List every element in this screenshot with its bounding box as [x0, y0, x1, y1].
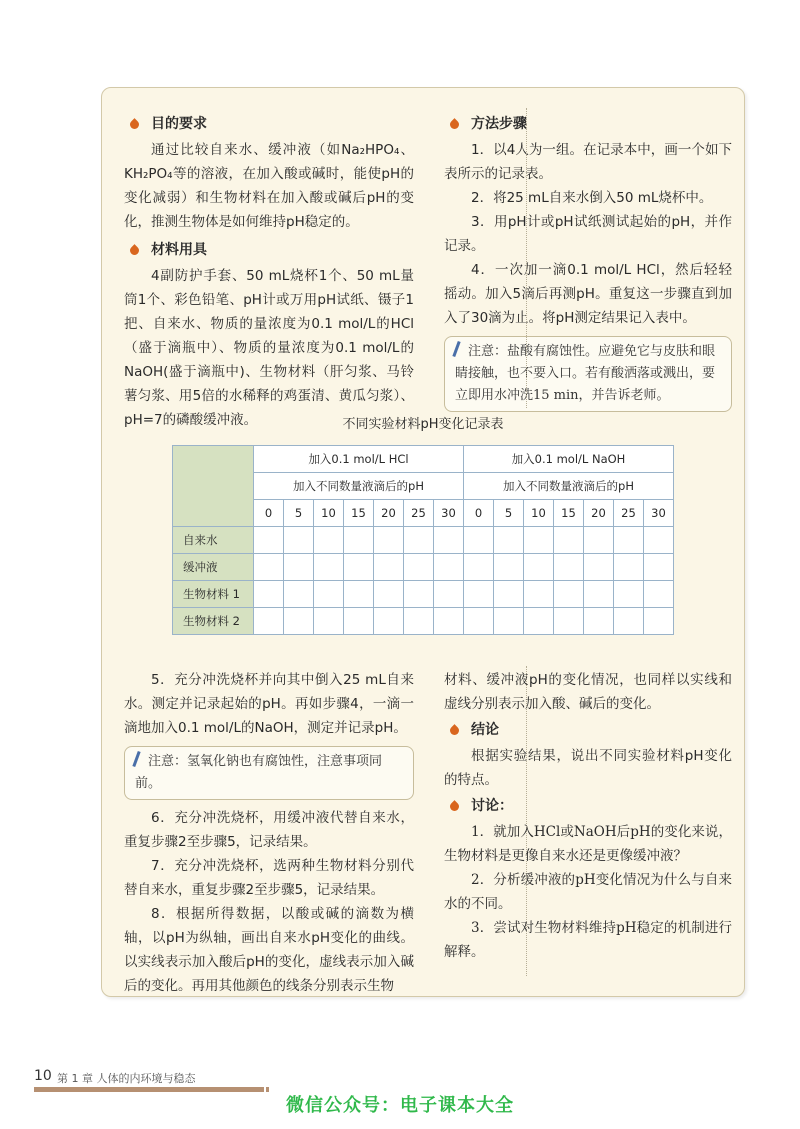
row-label: 自来水 — [173, 527, 254, 554]
pencil-icon — [132, 751, 140, 767]
table-row — [173, 554, 674, 581]
step-7: 7．充分冲洗烧杯，选两种生物材料分别代替自来水，重复步骤2至步骤5，记录结果。 — [124, 858, 414, 898]
table-corner — [173, 446, 254, 527]
goal-section-heading — [128, 112, 414, 136]
drop-icon — [128, 244, 141, 257]
goal-heading: 目的要求 — [151, 116, 207, 132]
drop-count: 10 — [314, 500, 344, 527]
chapter-title: 第 1 章 人体的内环境与稳态 — [57, 1072, 196, 1085]
table-row — [173, 608, 674, 635]
drop-icon — [448, 118, 461, 131]
conclusion-text: 根据实验结果，说出不同实验材料pH变化的特点。 — [444, 748, 732, 788]
method-section-heading — [448, 112, 732, 136]
hcl-group-header: 加入0.1 mol/L HCl — [254, 446, 464, 473]
drop-count: 30 — [434, 500, 464, 527]
method-step-3: 3．用pH计或pH试纸测试起始的pH，并作记录。 — [444, 214, 732, 254]
step-8: 8．根据所得数据，以酸或碱的滴数为横轴，以pH为纵轴，画出自来水pH变化的曲线。以实线表示加入酸后pH的变化，虚线表示加入碱后的变化。再用其他颜色的线条分别表示生物 — [124, 906, 414, 994]
acid-warning-text: 注意：盐酸有腐蚀性。应避免它与皮肤和眼睛接触，也不要入口。若有酸洒落或溅出，要立即用水冲洗15 min，并告诉老师。 — [455, 344, 716, 403]
step-6: 6．充分冲洗烧杯，用缓冲液代替自来水，重复步骤2至步骤5，记录结果。 — [124, 810, 414, 850]
pencil-icon — [452, 341, 460, 357]
discussion-heading: 讨论： — [471, 798, 513, 814]
materials-heading: 材料用具 — [151, 242, 207, 258]
right-column — [444, 112, 732, 412]
drop-icon — [448, 724, 461, 737]
goal-text: 通过比较自来水、缓冲液（如Na₂HPO₄、KH₂PO₄等的溶液，在加入酸或碱时，能使pH的变化减弱）和生物材料在加入酸或碱后pH的变化，推测生物体是如何维持pH稳定的。 — [124, 142, 414, 230]
method-step-4: 4．一次加一滴0.1 mol/L HCl，然后轻轻摇动。加入5滴后再测pH。重复这一步骤直到加入了30滴为止。将pH测定结果记入表中。 — [444, 262, 732, 326]
method-heading: 方法步骤 — [471, 116, 527, 132]
drop-count: 25 — [404, 500, 434, 527]
row-label: 生物材料 1 — [173, 581, 254, 608]
drop-count: 10 — [524, 500, 554, 527]
table-title: 不同实验材料pH变化记录表 — [342, 417, 504, 432]
materials-section-heading — [128, 238, 414, 262]
drop-icon — [448, 800, 461, 813]
drop-count: 20 — [584, 500, 614, 527]
acid-warning-note — [444, 336, 732, 412]
drop-count: 5 — [284, 500, 314, 527]
conclusion-section-heading — [448, 718, 732, 742]
column-divider-top — [526, 108, 527, 408]
drop-count: 15 — [554, 500, 584, 527]
drop-count: 15 — [344, 500, 374, 527]
ph-record-table — [172, 445, 674, 635]
drop-icon — [128, 118, 141, 131]
naoh-warning-text: 注意：氢氧化钠也有腐蚀性，注意事项同前。 — [135, 754, 383, 791]
discussion-item-2: 2．分析缓冲液的pH变化情况为什么与自来水的不同。 — [444, 872, 732, 912]
drop-count: 20 — [374, 500, 404, 527]
naoh-group-header: 加入0.1 mol/L NaOH — [464, 446, 674, 473]
drop-count: 5 — [494, 500, 524, 527]
drop-count: 30 — [644, 500, 674, 527]
discussion-item-1: 1．就加入HCl或NaOH后pH的变化来说，生物材料是更像自来水还是更像缓冲液？ — [444, 824, 732, 864]
page-number: 10 — [34, 1068, 52, 1084]
discussion-section-heading — [448, 794, 732, 818]
discussion-item-3: 3．尝试对生物材料维持pH稳定的机制进行解释。 — [444, 920, 732, 960]
naoh-warning-note — [124, 746, 414, 800]
bottom-left-column — [124, 668, 414, 998]
table-row — [173, 527, 674, 554]
left-column — [124, 112, 414, 432]
drop-count: 0 — [254, 500, 284, 527]
table-row — [173, 581, 674, 608]
drop-count: 25 — [614, 500, 644, 527]
materials-text: 4副防护手套、50 mL烧杯1个、50 mL量筒1个、彩色铅笔、pH计或万用pH试纸、镊子1把、自来水、物质的量浓度为0.1 mol/L的HCl（盛于滴瓶中）、物质的量浓度为0.1 mol/L的NaOH(盛于滴瓶中)、生物材料（肝匀浆、马铃薯匀浆、用5倍的水稀释的鸡蛋清、黄瓜匀浆）、pH=7的磷酸缓冲液。 — [124, 268, 414, 428]
bottom-right-column — [444, 668, 732, 964]
method-step-2: 2．将25 mL自来水倒入50 mL烧杯中。 — [471, 190, 713, 206]
conclusion-heading: 结论 — [471, 722, 499, 738]
naoh-subheader: 加入不同数量液滴后的pH — [464, 473, 674, 500]
row-label: 缓冲液 — [173, 554, 254, 581]
wechat-banner: 微信公众号：电子课本大全 — [286, 1095, 514, 1116]
step-8-continued: 材料、缓冲液pH的变化情况，也同样以实线和虚线分别表示加入酸、碱后的变化。 — [444, 672, 732, 712]
drop-count: 0 — [464, 500, 494, 527]
row-label: 生物材料 2 — [173, 608, 254, 635]
step-5: 5．充分冲洗烧杯并向其中倒入25 mL自来水。测定并记录起始的pH。再如步骤4，一滴一滴地加入0.1 mol/L的NaOH，测定并记录pH。 — [124, 672, 414, 736]
hcl-subheader: 加入不同数量液滴后的pH — [254, 473, 464, 500]
method-step-1: 1．以4人为一组。在记录本中，画一个如下表所示的记录表。 — [444, 142, 732, 182]
content-panel — [101, 87, 745, 997]
